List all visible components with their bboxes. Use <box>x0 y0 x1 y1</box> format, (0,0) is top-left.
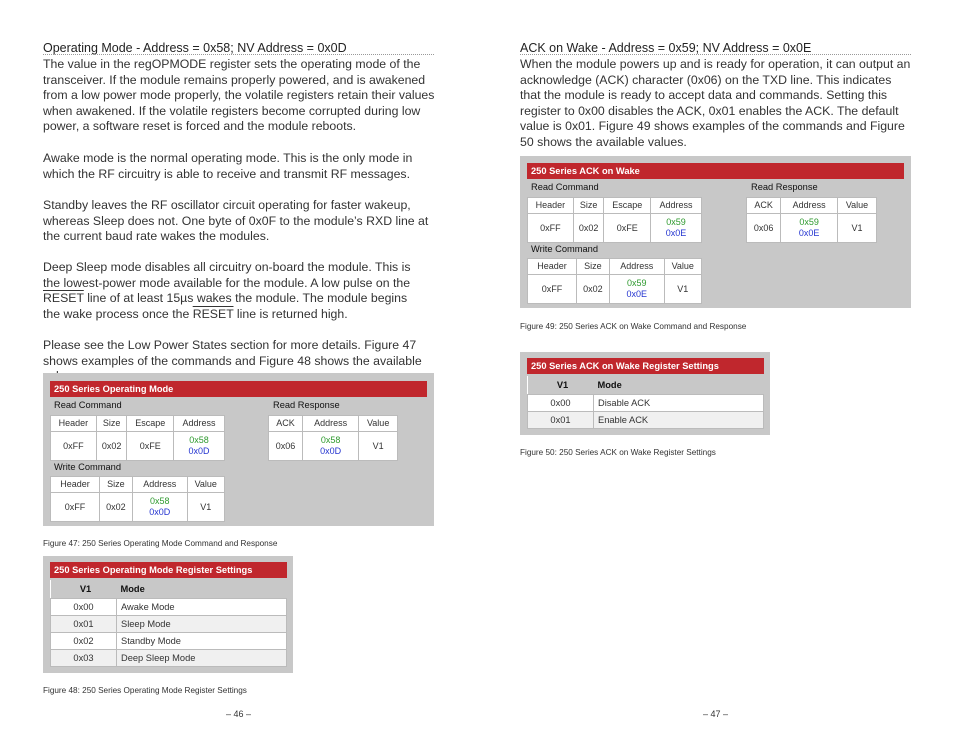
row-v1: 0x00 <box>51 599 117 616</box>
figure-47-panel <box>43 373 434 526</box>
val-header: 0xFF <box>51 432 97 461</box>
address-volatile: 0x58 <box>149 496 170 506</box>
val-ack: 0x06 <box>747 214 781 243</box>
val-size: 0x02 <box>96 432 127 461</box>
figure-48-panel <box>43 556 293 673</box>
paragraph-regopmode: The value in the regOPMODE register sets the operating mode of the transceiver. If the module remains properly powered, and is awakened from a low power mode properly, the volatile registers retain their values when awakened. If the volatile registers become corrupted during low power, a software reset is forced and the module reboots. <box>43 57 435 134</box>
row-v1: 0x01 <box>528 412 594 429</box>
val-address <box>132 493 187 522</box>
reset-signal-1: RESET <box>43 291 84 306</box>
section-heading-ack-on-wake: ACK on Wake - Address = 0x59; NV Address = 0x0E <box>520 41 812 55</box>
figure-49-caption: Figure 49: 250 Series ACK on Wake Command and Response <box>520 322 747 331</box>
col-v1: V1 <box>528 376 594 395</box>
address-nv: 0x0D <box>188 446 210 456</box>
val-size: 0x02 <box>576 275 609 304</box>
figure-48-title: 250 Series Operating Mode Register Settings <box>50 562 287 578</box>
write-command-label: Write Command <box>54 462 121 472</box>
row-v1: 0x00 <box>528 395 594 412</box>
val-escape: 0xFE <box>604 214 650 243</box>
col-header: Header <box>528 198 574 214</box>
val-address <box>173 432 224 461</box>
read-response-table <box>268 415 398 461</box>
col-address: Address <box>781 198 838 214</box>
figure-50-panel <box>520 352 770 435</box>
col-mode: Mode <box>594 376 764 395</box>
paragraph-standby: Standby leaves the RF oscillator circuit operating for faster wakeup, whereas Sleep does not. One byte of 0x0F to the module’s RXD line at the current baud rate wakes the modules. <box>43 198 429 244</box>
val-value: V1 <box>359 432 398 461</box>
col-header: Header <box>528 259 577 275</box>
col-v1: V1 <box>51 580 117 599</box>
paragraph-low-power-ref: Please see the Low Power States section for more details. Figure 47 shows examples of the commands and Figure 48 shows the available <box>43 338 422 368</box>
col-size: Size <box>99 477 132 493</box>
address-nv: 0x0E <box>626 289 647 299</box>
val-header: 0xFF <box>528 275 577 304</box>
address-volatile: 0x58 <box>320 435 341 445</box>
row-mode: Awake Mode <box>117 599 287 616</box>
section-heading-operating-mode: Operating Mode - Address = 0x58; NV Address = 0x0D <box>43 41 347 55</box>
write-command-label: Write Command <box>531 244 598 254</box>
read-command-label: Read Command <box>531 182 599 192</box>
row-mode: Enable ACK <box>594 412 764 429</box>
row-v1: 0x01 <box>51 616 117 633</box>
address-volatile: 0x59 <box>666 217 686 227</box>
col-ack: ACK <box>269 416 303 432</box>
col-size: Size <box>96 416 127 432</box>
val-address <box>781 214 838 243</box>
col-address: Address <box>609 259 664 275</box>
address-volatile: 0x59 <box>799 217 819 227</box>
register-settings-table <box>50 580 287 667</box>
paragraph-ack-on-wake: When the module powers up and is ready for operation, it can output an acknowledge (ACK) character (0x06) on the TXD line. This indicates that the module is ready to accept data and commands. Setting this register to 0x00 disables the ACK, 0x01 enables the ACK. The default value is 0x01. Figure 49 shows examples of the commands and Figure 50 shows the available values. <box>520 57 911 149</box>
write-command-table <box>50 476 225 522</box>
col-value: Value <box>359 416 398 432</box>
col-header: Header <box>51 416 97 432</box>
address-nv: 0x0E <box>798 228 820 238</box>
val-header: 0xFF <box>51 493 100 522</box>
row-mode: Deep Sleep Mode <box>117 650 287 667</box>
col-address: Address <box>302 416 358 432</box>
col-size: Size <box>573 198 604 214</box>
figure-50-title: 250 Series ACK on Wake Register Settings <box>527 358 764 374</box>
address-nv: 0x0D <box>149 507 171 517</box>
read-command-label: Read Command <box>54 400 122 410</box>
figure-50-caption: Figure 50: 250 Series ACK on Wake Register Settings <box>520 448 716 457</box>
val-header: 0xFF <box>528 214 574 243</box>
col-ack: ACK <box>747 198 781 214</box>
row-mode: Sleep Mode <box>117 616 287 633</box>
col-value: Value <box>664 259 702 275</box>
deep-sleep-text-a: Deep Sleep mode disables all circuitry on-board the module. This is the lowest-power mode available for the module. A low pulse on the <box>43 260 411 290</box>
write-command-table <box>527 258 702 304</box>
val-address <box>302 432 358 461</box>
row-mode: Disable ACK <box>594 395 764 412</box>
val-ack: 0x06 <box>269 432 303 461</box>
col-mode: Mode <box>117 580 287 599</box>
row-v1: 0x02 <box>51 633 117 650</box>
figure-49-panel <box>520 156 911 308</box>
val-size: 0x02 <box>99 493 132 522</box>
reset-signal-2: RESET <box>192 306 234 321</box>
row-v1: 0x03 <box>51 650 117 667</box>
heading-rule <box>43 54 434 55</box>
figure-47-title: 250 Series Operating Mode <box>50 381 427 397</box>
val-escape: 0xFE <box>127 432 173 461</box>
val-size: 0x02 <box>573 214 604 243</box>
read-command-table <box>50 415 225 461</box>
col-value: Value <box>187 477 225 493</box>
deep-sleep-text-c: line is returned high. <box>233 306 348 321</box>
val-value: V1 <box>664 275 702 304</box>
val-address <box>650 214 701 243</box>
read-response-label: Read Response <box>751 182 818 192</box>
row-mode: Standby Mode <box>117 633 287 650</box>
page-number-left: – 46 – <box>226 709 252 719</box>
col-address: Address <box>650 198 701 214</box>
address-nv: 0x0E <box>665 228 687 238</box>
col-address: Address <box>173 416 224 432</box>
read-response-label: Read Response <box>273 400 340 410</box>
address-volatile: 0x59 <box>626 278 647 288</box>
col-escape: Escape <box>127 416 173 432</box>
deep-sleep-text-b: line of at least 15µs wakes the module. The module begins the wake process once the <box>43 291 408 321</box>
read-response-table <box>746 197 877 243</box>
figure-48-caption: Figure 48: 250 Series Operating Mode Register Settings <box>43 686 247 695</box>
col-escape: Escape <box>604 198 650 214</box>
paragraph-awake-mode: Awake mode is the normal operating mode. This is the only mode in which the RF circuitry is able to receive and transmit RF messages. <box>43 151 413 181</box>
val-value: V1 <box>187 493 225 522</box>
register-settings-table <box>527 376 764 429</box>
paragraph-deep-sleep <box>43 260 423 322</box>
address-nv: 0x0D <box>320 446 342 456</box>
col-header: Header <box>51 477 100 493</box>
read-command-table <box>527 197 702 243</box>
val-value: V1 <box>838 214 877 243</box>
col-value: Value <box>838 198 877 214</box>
page-number-right: – 47 – <box>703 709 729 719</box>
col-address: Address <box>132 477 187 493</box>
val-address <box>609 275 664 304</box>
figure-49-title: 250 Series ACK on Wake <box>527 163 904 179</box>
col-size: Size <box>576 259 609 275</box>
address-volatile: 0x58 <box>189 435 209 445</box>
heading-rule <box>520 54 911 55</box>
figure-47-caption: Figure 47: 250 Series Operating Mode Command and Response <box>43 539 278 548</box>
